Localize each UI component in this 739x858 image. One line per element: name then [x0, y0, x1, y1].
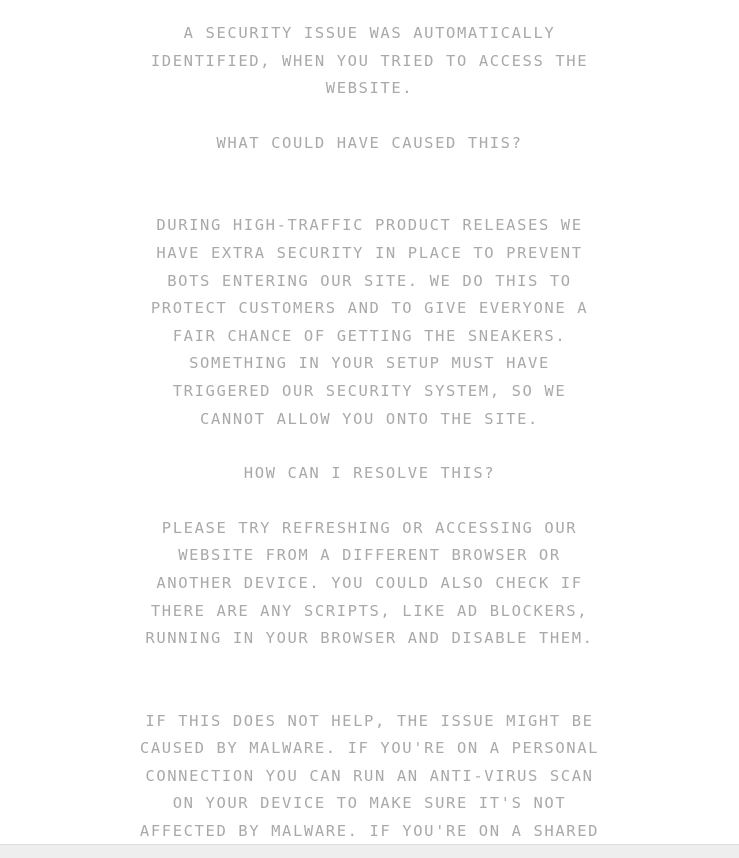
- intro-text: A SECURITY ISSUE WAS AUTOMATICALLY IDENTIFIED, WHEN YOU TRIED TO ACCESS THE WEBSITE.: [150, 24, 589, 98]
- horizontal-scrollbar[interactable]: [0, 844, 739, 858]
- paragraph-resolution: PLEASE TRY REFRESHING OR ACCESSING OUR WEBSITE FROM A DIFFERENT BROWSER OR ANOTHER DEVICE. YOU COULD ALSO CHECK IF THERE ARE ANY SCRIPTS, LIKE AD BLOCKERS, RUNNING IN YOUR BROWSER AND DISABLE THEM.: [145, 518, 594, 648]
- question-heading-resolve: HOW CAN I RESOLVE THIS?: [243, 464, 496, 483]
- security-message: [0, 20, 739, 846]
- paragraph-malware: IF THIS DOES NOT HELP, THE ISSUE MIGHT BE CAUSED BY MALWARE. IF YOU'RE ON A PERSONAL CONNECTION YOU CAN RUN AN ANTI-VIRUS SCAN ON YOUR DEVICE TO MAKE SURE IT'S NOT AFFECTED BY MALWARE. IF YOU'RE ON A SHARED: [139, 711, 600, 841]
- question-heading-cause: WHAT COULD HAVE CAUSED THIS?: [216, 133, 523, 152]
- paragraph-explanation: DURING HIGH-TRAFFIC PRODUCT RELEASES WE HAVE EXTRA SECURITY IN PLACE TO PREVENT BOTS ENTERING OUR SITE. WE DO THIS TO PROTECT CUSTOMERS AND TO GIVE EVERYONE A FAIR CHANCE OF GETTING THE SNEAKERS. SOMETHING IN YOUR SETUP MUST HAVE TRIGGERED OUR SECURITY SYSTEM, SO WE CANNOT ALLOW YOU ONTO THE SITE.: [150, 216, 589, 428]
